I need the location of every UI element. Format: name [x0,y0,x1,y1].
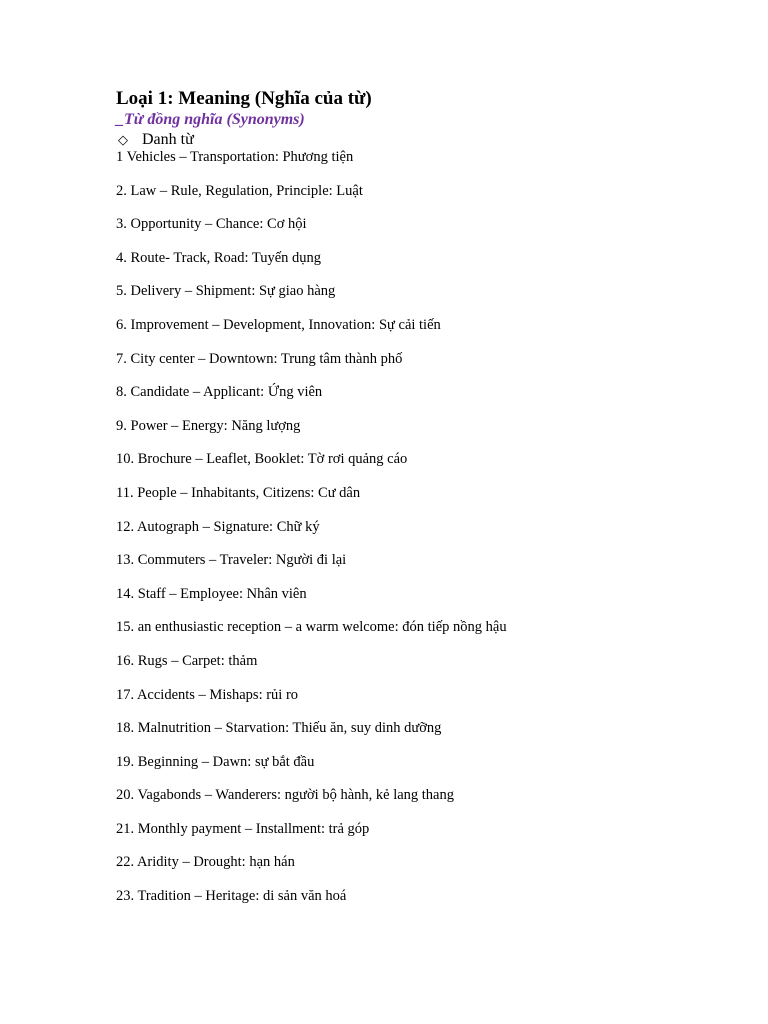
list-item: 3. Opportunity – Chance: Cơ hội [116,216,307,233]
list-item: 8. Candidate – Applicant: Ứng viên [116,384,323,401]
list-item: 1 Vehicles – Transportation: Phương tiện [116,149,354,165]
vocabulary-list [116,149,736,905]
list-item: 20. Vagabonds – Wanderers: người bộ hành, kẻ lang thang [116,787,454,804]
list-item: 23. Tradition – Heritage: di sản văn hoá [116,888,347,905]
section-label: Danh từ [142,131,194,148]
list-item: 19. Beginning – Dawn: sự bắt đầu [116,753,315,770]
diamond-outline-icon: ◇ [118,132,128,147]
document-title: Loại 1: Meaning (Nghĩa của từ) [116,88,372,109]
list-item: 17. Accidents – Mishaps: rủi ro [116,686,299,703]
list-item: 10. Brochure – Leaflet, Booklet: Tờ rơi quảng cáo [116,451,408,468]
list-item: 22. Aridity – Drought: hạn hán [116,854,295,871]
list-item: 6. Improvement – Development, Innovation: Sự cải tiến [116,316,441,333]
list-item: 11. People – Inhabitants, Citizens: Cư dân [116,484,361,501]
list-item: 18. Malnutrition – Starvation: Thiếu ăn, suy dinh dưỡng [116,720,442,737]
list-item: 16. Rugs – Carpet: thảm [116,652,258,669]
list-item: 5. Delivery – Shipment: Sự giao hàng [116,283,336,300]
section-heading [116,130,736,149]
list-item: 7. City center – Downtown: Trung tâm thành phố [116,350,403,367]
synonyms-subtitle: _Từ đồng nghĩa (Synonyms) [116,111,305,128]
list-item: 15. an enthusiastic reception – a warm welcome: đón tiếp nồng hậu [116,619,507,636]
list-item: 12. Autograph – Signature: Chữ ký [116,518,320,535]
list-item: 2. Law – Rule, Regulation, Principle: Luật [116,182,363,199]
list-item: 14. Staff – Employee: Nhân viên [116,585,307,602]
list-item: 4. Route- Track, Road: Tuyến dụng [116,249,322,266]
document-page [116,88,736,922]
list-item: 21. Monthly payment – Installment: trả góp [116,820,370,837]
list-item: 13. Commuters – Traveler: Người đi lại [116,552,347,569]
list-item: 9. Power – Energy: Năng lượng [116,417,301,434]
